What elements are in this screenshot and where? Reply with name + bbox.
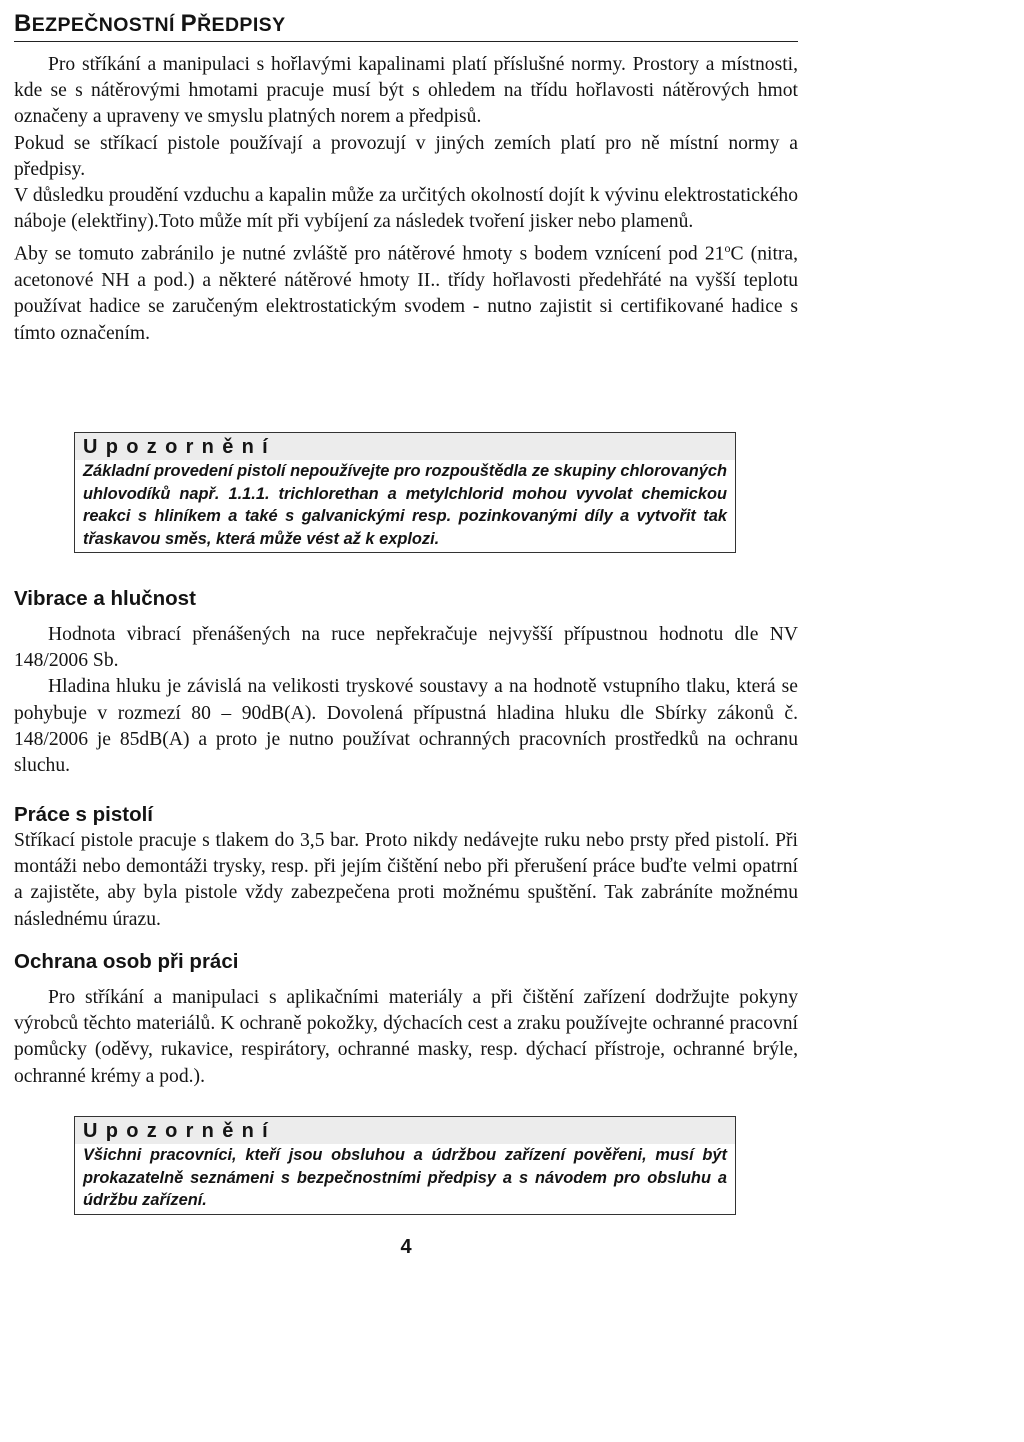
intro-paragraph-4-start: Aby se tomuto zabránilo je nutné zvláště pro nátěrové hmoty s bodem vznícení pod 21 bbox=[14, 243, 725, 265]
warning-heading-2: Upozornění bbox=[75, 1117, 735, 1144]
vibration-section bbox=[14, 622, 798, 779]
protection-section bbox=[14, 985, 798, 1090]
intro-section bbox=[14, 52, 798, 347]
protection-paragraph: Pro stříkání a manipulaci s aplikačními materiály a při čištění zařízení dodržujte pokyny výrobců těchto materiálů. K ochraně pokožky, dýchacích cest a zraku používejte ochranné pracovní pomůcky (oděvy, rukavice, respirátory, ochranné masky, resp. dýchací přístroje, ochranné brýle, ochranné krémy a pod.). bbox=[14, 987, 798, 1087]
intro-paragraph-4-end: C (nitra, acetonové NH a pod.) a některé nátěrové hmoty II.. třídy hořlavosti předehřáté na vyšší teplotu používat hadice se zaručeným elektrostatickým svodem - nutno zajistit si certifikované hadice s tímto označením. bbox=[14, 243, 799, 344]
title-initial-1: B bbox=[14, 10, 32, 37]
section-heading-pistol-work: Práce s pistolí bbox=[14, 803, 154, 826]
intro-paragraph-2: Pokud se stříkací pistole používají a provozují v jiných zemích platí pro ně místní normy a předpisy. bbox=[14, 132, 798, 180]
section-heading-vibration: Vibrace a hlučnost bbox=[14, 587, 196, 610]
vibration-paragraph-2: Hladina hluku je závislá na velikosti tryskové soustavy a na hodnotě vstupního tlaku, která se pohybuje v rozmezí 80 – 90dB(A). Dovolená přípustná hladina hluku dle Sbírky zákonů č. 148/2006 je 85dB(A) a proto je nutno používat ochranných pracovních prostředků na ochranu sluchu. bbox=[14, 676, 798, 777]
section-heading-protection: Ochrana osob při práci bbox=[14, 950, 239, 973]
title-part-2: ŘEDPISY bbox=[197, 14, 286, 36]
intro-paragraph-4 bbox=[14, 235, 798, 346]
title-part-1: EZPEČNOSTNÍ bbox=[31, 14, 181, 36]
warning-text-1: Základní provedení pistolí nepoužívejte pro rozpouštědla ze skupiny chlorovaných uhlovodíků např. 1.1.1. trichlorethan a metylchlorid mohou vyvolat chemickou reakci s hliníkem a také s galvanickými resp. pozinkovanými díly a vytvořit tak třaskavou směs, která může vést až k explozi. bbox=[83, 462, 727, 548]
warning-heading-1: Upozornění bbox=[75, 433, 735, 460]
pistol-work-section bbox=[14, 828, 798, 933]
pistol-work-paragraph: Stříkací pistole pracuje s tlakem do 3,5 bar. Proto nikdy nedávejte ruku nebo prsty před pistolí. Při montáži nebo demontáži trysky, resp. při jejím čištění nebo při přerušení práce buďte velmi opatrní a zajistěte, aby byla pistole vždy zabezpečena proti možnému spuštění. Tak zabráníte možnému následnému úrazu. bbox=[14, 830, 798, 930]
intro-paragraph-3: V důsledku proudění vzduchu a kapalin může za určitých okolností dojít k vývinu elektrostatického náboje (elektřiny).Toto může mít při vybíjení za následek tvoření jisker nebo plamenů. bbox=[14, 185, 798, 233]
degree-superscript: o bbox=[724, 241, 731, 256]
page-title bbox=[14, 10, 798, 42]
warning-box-1 bbox=[74, 432, 736, 553]
warning-box-2 bbox=[74, 1116, 736, 1215]
warning-text-2: Všichni pracovníci, kteří jsou obsluhou a údržbou zařízení pověřeni, musí být prokazatelně seznámeni s bezpečnostními předpisy a s návodem pro obsluhu a údržbu zařízení. bbox=[83, 1146, 727, 1210]
intro-paragraph-1: Pro stříkání a manipulaci s hořlavými kapalinami platí příslušné normy. Prostory a místnosti, kde se s nátěrovými hmotami pracuje musí být s ohledem na třídu hořlavosti nátěrových hmot označeny a upraveny ve smyslu platných norem a předpisů. bbox=[14, 54, 798, 128]
title-initial-2: P bbox=[180, 10, 198, 37]
page-number: 4 bbox=[400, 1236, 412, 1258]
vibration-paragraph-1: Hodnota vibrací přenášených na ruce nepřekračuje nejvyšší přípustnou hodnotu dle NV 148/2006 Sb. bbox=[14, 624, 798, 672]
